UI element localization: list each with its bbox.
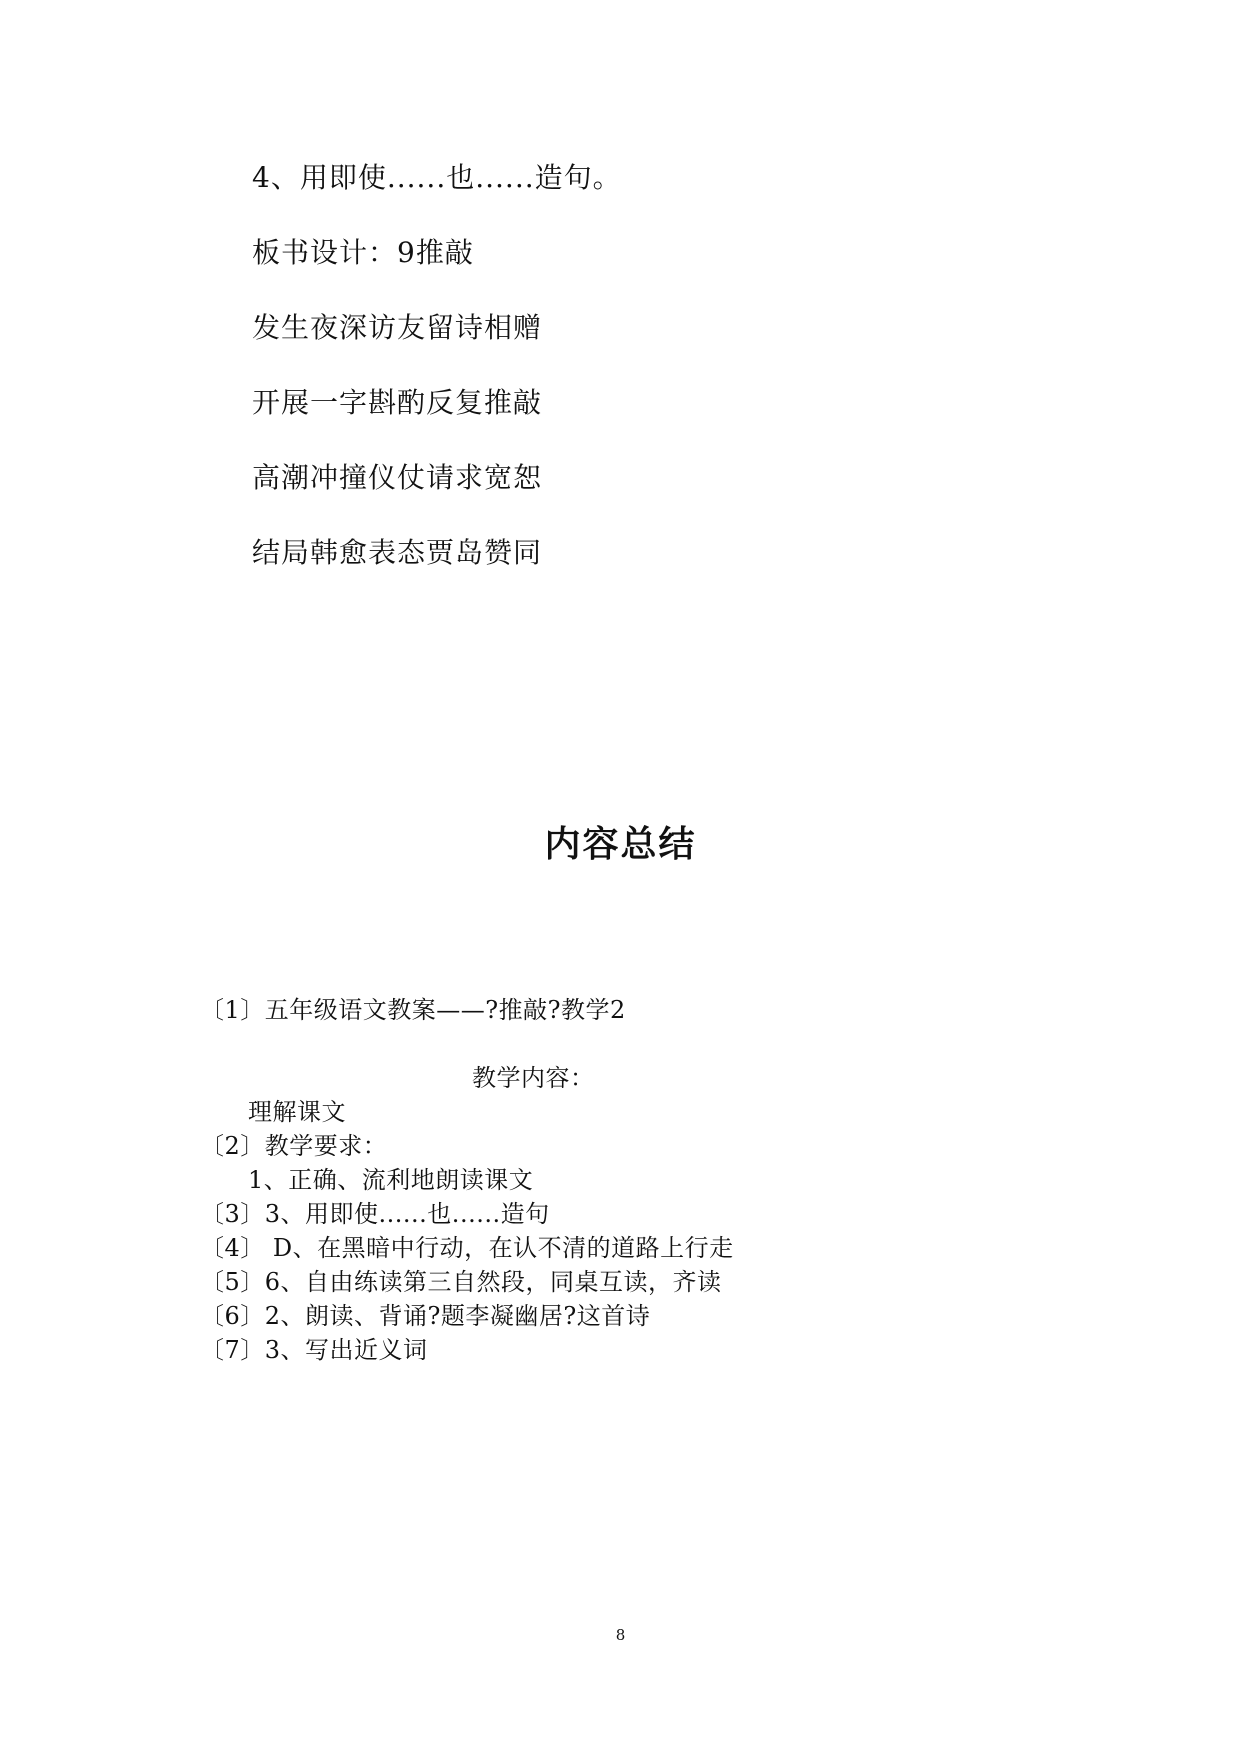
summary-title: 内容总结 [544,824,697,865]
summary-subheading-content: 教学内容： [472,1064,595,1092]
summary-subitem-understand: 理解课文 [248,1098,346,1126]
page-number: 8 [615,1626,626,1644]
summary-item-5: 〔5〕6、自由练读第三自然段，同桌互读，齐读 [200,1268,722,1296]
summary-item-4: 〔4〕 D、在黑暗中行动，在认不清的道路上行走 [200,1234,734,1262]
summary-item-3: 〔3〕3、用即使......也......造句 [200,1200,550,1228]
exercise-line: 4、用即使......也......造句。 [252,161,622,194]
board-line-beginning: 发生夜深访友留诗相赠 [252,311,543,344]
summary-item-7: 〔7〕3、写出近义词 [200,1336,428,1364]
board-line-ending: 结局韩愈表态贾岛赞同 [252,536,543,569]
summary-item-1: 〔1〕五年级语文教案——?推敲?教学2 [200,996,626,1024]
summary-subitem-read: 1、正确、流利地朗读课文 [248,1166,534,1194]
board-line-climax: 高潮冲撞仪仗请求宽恕 [252,461,543,494]
summary-item-2: 〔2〕教学要求： [200,1132,388,1160]
board-line-development: 开展一字斟酌反复推敲 [252,386,543,419]
summary-item-6: 〔6〕2、朗读、背诵?题李凝幽居?这首诗 [200,1302,651,1330]
board-design-heading: 板书设计：9推敲 [252,236,474,269]
